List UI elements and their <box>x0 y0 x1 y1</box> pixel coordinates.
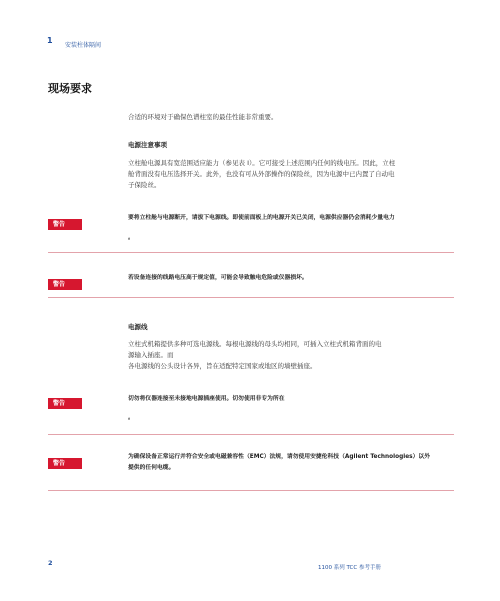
page-number: 2 <box>48 559 53 567</box>
cord-paragraph-line: 各电源线的公头设计各异，旨在适配特定国家或地区的墙壁插座。 <box>128 362 317 370</box>
power-paragraph-line: 子保险丝。 <box>128 181 161 189</box>
warning-badge: 警告 <box>48 458 82 469</box>
warning-badge: 警告 <box>48 279 82 290</box>
power-cord-heading: 电源线 <box>128 323 148 331</box>
power-paragraph-line: 舱背面没有电压选择开关。此外，也没有可从外部操作的保险丝，因为电源中已内置了自动电 <box>128 170 395 178</box>
warning-line: 切勿将仪器连接至未接地电源插座使用。切勿使用非专为所在 <box>128 396 285 402</box>
power-heading: 电源注意事项 <box>128 141 167 149</box>
warning-line: 提供的任何电缆。 <box>128 465 175 471</box>
warning-text <box>128 452 463 474</box>
divider <box>48 297 454 298</box>
warning-badge: 警告 <box>48 219 82 230</box>
power-paragraph <box>128 158 458 191</box>
warning-text <box>128 213 463 244</box>
warning-line: 。 <box>128 415 134 421</box>
power-cord-paragraph <box>128 339 458 372</box>
power-paragraph-line: 立柱舱电源具有宽范围适应能力（参见表 I）。它可接受上述范围内任何的线电压。因此，立柱 <box>128 159 396 167</box>
warning-badge: 警告 <box>48 398 82 409</box>
chapter-title: 安装柱体隔间 <box>65 42 102 49</box>
warning-line: 要将立柱舱与电源断开，请拔下电源线。即使前面板上的电源开关已关闭，电源供应器仍会消耗少量电力 <box>128 215 395 221</box>
warning-line: 。 <box>128 235 134 241</box>
cord-paragraph-line: 源输入插座。而 <box>128 351 174 359</box>
warning-line: 若设备连接的线路电压高于规定值，可能会导致触电危险或仪器损坏。 <box>128 275 308 281</box>
chapter-number: 1 <box>47 36 53 45</box>
section-title: 现场要求 <box>48 82 92 95</box>
cord-paragraph-line: 立柱式机箱提供多种可选电源线。每根电源线的母头均相同，可插入立柱式机箱背面的电 <box>128 340 382 348</box>
warning-text <box>128 394 463 424</box>
warning-line: 为确保设备正常运行并符合安全或电磁兼容性（EMC）法规，请勿使用安捷伦科技（Agilent Technologies）以外 <box>128 454 430 460</box>
warning-text <box>128 273 463 284</box>
intro-paragraph: 合适的环境对于确保色谱柱室的最佳性能非常重要。 <box>128 113 278 121</box>
divider <box>48 434 454 435</box>
manual-title: 1100 系列 TCC 参考手册 <box>318 565 381 571</box>
divider <box>48 252 454 253</box>
divider <box>48 490 454 491</box>
